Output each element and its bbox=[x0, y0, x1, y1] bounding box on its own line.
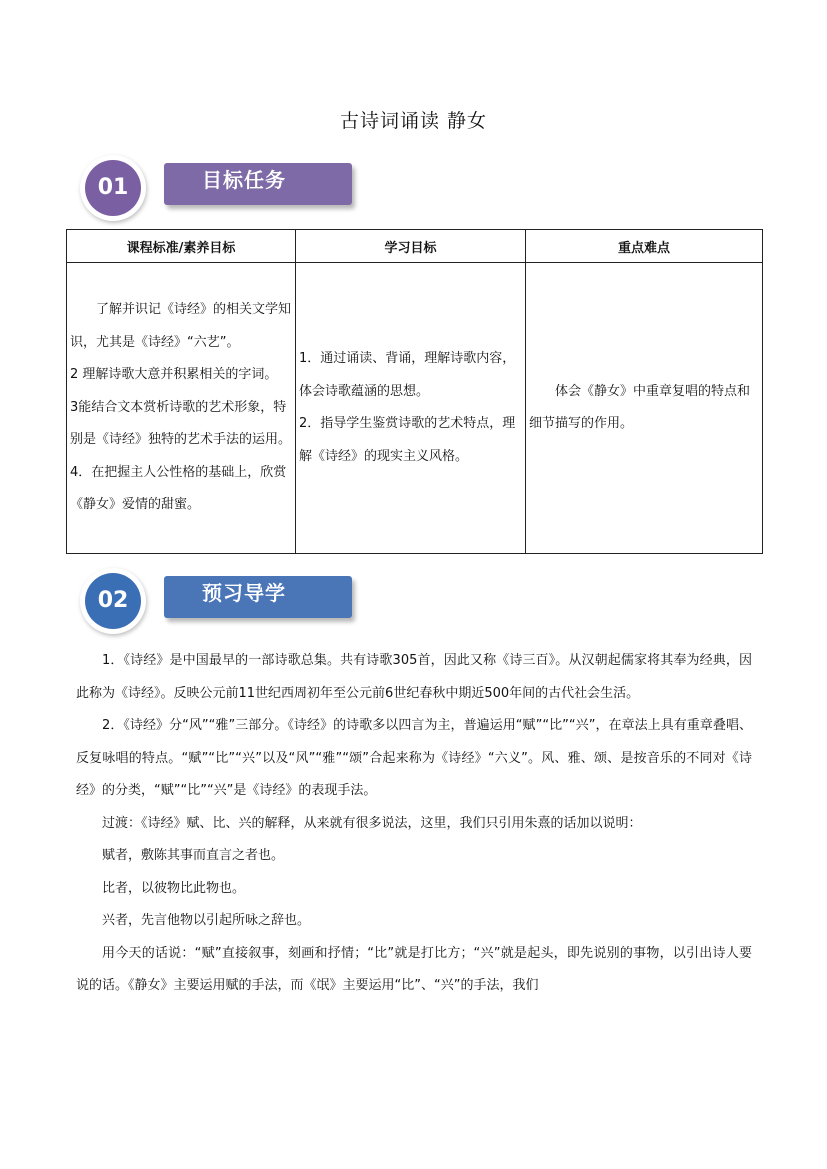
table-cell-objectives bbox=[296, 263, 526, 554]
standards-item: 3能结合文本赏析诗歌的艺术形象，特别是《诗经》独特的艺术手法的运用。 bbox=[70, 399, 292, 448]
paragraph: 兴者，先言他物以引起所咏之辞也。 bbox=[102, 913, 311, 928]
paragraph: 过渡：《诗经》赋、比、兴的解释，从来就有很多说法，这里，我们只引用朱熹的话加以说明： bbox=[102, 815, 642, 831]
table-cell-standards bbox=[67, 263, 296, 554]
preview-content bbox=[76, 645, 752, 1003]
paragraph: 比者，以彼物比此物也。 bbox=[102, 880, 246, 896]
standards-item: 4．在把握主人公性格的基础上，欣赏《静女》爱情的甜蜜。 bbox=[70, 464, 287, 513]
table-header-standards: 课程标准/素养目标 bbox=[67, 230, 296, 263]
table-header-key-points: 重点难点 bbox=[526, 230, 763, 263]
objective-item: 1．通过诵读、背诵，理解诗歌内容，体会诗歌蕴涵的思想。 bbox=[299, 351, 516, 399]
section-banner-goals bbox=[80, 155, 370, 221]
standards-item: 了解并识记《诗经》的相关文学知识，尤其是《诗经》“六艺”。 bbox=[70, 302, 292, 350]
table-header-row bbox=[67, 230, 763, 263]
standards-item: 2 理解诗歌大意并积累相关的字词。 bbox=[70, 367, 278, 383]
objective-item: 2．指导学生鉴赏诗歌的艺术特点，理解《诗经》的现实主义风格。 bbox=[299, 416, 516, 464]
section-banner-bar bbox=[164, 576, 352, 618]
table-cell-key-points bbox=[526, 263, 763, 554]
section-label: 目标任务 bbox=[202, 168, 286, 192]
section-banner-bar bbox=[164, 163, 352, 205]
goals-table bbox=[66, 229, 763, 554]
paragraph: 1．《诗经》是中国最早的一部诗歌总集。共有诗歌305首，因此又称《诗三百》。从汉朝起儒家将其奉为经典，因此称为《诗经》。反映公元前11世纪西周初年至公元前6世纪春秋中期近500年间的古代社会生活。 bbox=[76, 653, 752, 701]
section-banner-preview bbox=[80, 568, 370, 634]
section-label: 预习导学 bbox=[202, 581, 286, 605]
section-number: 01 bbox=[85, 160, 141, 216]
table-header-objectives: 学习目标 bbox=[296, 230, 526, 263]
table-row bbox=[67, 263, 763, 554]
paragraph: 2．《诗经》分“风”“雅”三部分。《诗经》的诗歌多以四言为主，普遍运用“赋”“比”“兴”，在章法上具有重章叠唱、反复咏唱的特点。“赋”“比”“兴”以及“风”“雅”“颂”合起来称为《诗经》“六义”。风、雅、颂、是按音乐的不同对《诗经》的分类，“赋”“比”“兴”是《诗经》的表现手法。 bbox=[76, 718, 752, 798]
paragraph: 赋者，敷陈其事而直言之者也。 bbox=[102, 848, 285, 863]
key-point-text: 体会《静女》中重章复唱的特点和细节描写的作用。 bbox=[529, 383, 751, 431]
paragraph: 用今天的话说：“赋”直接叙事，刻画和抒情；“比”就是打比方；“兴”就是起头，即先说别的事物，以引出诗人要说的话。《静女》主要运用赋的手法，而《氓》主要运用“比”、“兴”的手法，我们 bbox=[76, 945, 752, 993]
section-number-badge bbox=[80, 568, 146, 634]
section-number: 02 bbox=[85, 573, 141, 629]
page-title: 古诗词诵读 静女 bbox=[339, 110, 488, 132]
section-number-badge bbox=[80, 155, 146, 221]
